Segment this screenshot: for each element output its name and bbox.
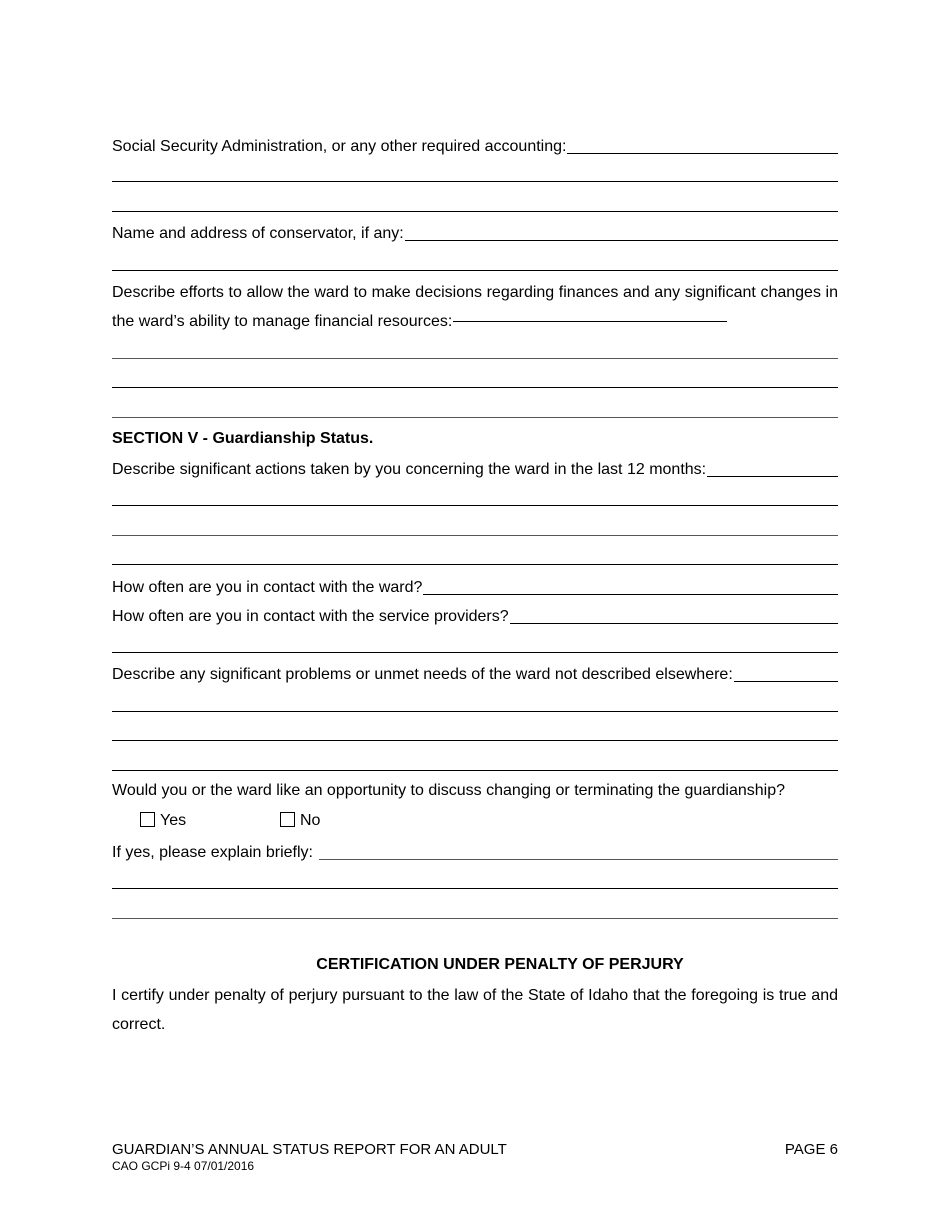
blank-line[interactable]: [112, 770, 838, 771]
blank-line[interactable]: [112, 181, 838, 182]
blank-line[interactable]: [112, 740, 838, 741]
blank-line[interactable]: [112, 711, 838, 712]
blank-line[interactable]: [112, 652, 838, 653]
conservator-input-line[interactable]: [405, 240, 838, 241]
blank-line[interactable]: [112, 918, 838, 919]
blank-line[interactable]: [112, 270, 838, 271]
blank-line[interactable]: [112, 535, 838, 536]
accounting-input-line[interactable]: [567, 153, 838, 154]
contact-ward-label: How often are you in contact with the ward?: [112, 579, 423, 596]
yes-label: Yes: [160, 812, 187, 829]
no-checkbox[interactable]: [280, 812, 295, 827]
footer-title: GUARDIAN’S ANNUAL STATUS REPORT FOR AN ADULT: [112, 1141, 507, 1158]
contact-providers-field-row: [112, 604, 838, 626]
explain-field-row: [112, 840, 838, 862]
contact-providers-input-line[interactable]: [510, 623, 838, 624]
significant-actions-field-row: [112, 457, 838, 479]
section-v-title: SECTION V - Guardianship Status.: [112, 430, 374, 447]
blank-line[interactable]: [112, 211, 838, 212]
blank-line[interactable]: [112, 505, 838, 506]
footer-form-code: CAO GCPi 9-4 07/01/2016: [112, 1159, 255, 1173]
explain-label: If yes, please explain briefly:: [112, 844, 313, 861]
decisions-text: Describe efforts to allow the ward to make decisions regarding finances and any significant changes in the ward’s ability to manage financial resources:: [112, 284, 838, 330]
explain-input-line[interactable]: [319, 859, 838, 860]
certification-title: CERTIFICATION UNDER PENALTY OF PERJURY: [316, 956, 684, 973]
yes-option[interactable]: [140, 812, 186, 830]
certification-text: I certify under penalty of perjury pursuant to the law of the State of Idaho that the foregoing is true and correct.: [112, 987, 838, 1033]
contact-ward-field-row: [112, 575, 838, 597]
no-option[interactable]: [280, 812, 320, 830]
blank-line[interactable]: [112, 387, 838, 388]
contact-providers-label: How often are you in contact with the service providers?: [112, 608, 509, 625]
no-label: No: [300, 812, 321, 829]
page-number: PAGE 6: [784, 1141, 838, 1158]
problems-input-line[interactable]: [734, 681, 838, 682]
significant-actions-label: Describe significant actions taken by you concerning the ward in the last 12 months:: [112, 461, 707, 478]
conservator-field-row: [112, 221, 838, 243]
decisions-input-line[interactable]: [453, 321, 727, 322]
conservator-label: Name and address of conservator, if any:: [112, 225, 404, 242]
blank-line[interactable]: [112, 564, 838, 565]
yes-checkbox[interactable]: [140, 812, 155, 827]
discuss-question: Would you or the ward like an opportunity to discuss changing or terminating the guardianship?: [112, 782, 785, 799]
blank-line[interactable]: [112, 358, 838, 359]
problems-label: Describe any significant problems or unmet needs of the ward not described elsewhere:: [112, 666, 733, 683]
decisions-paragraph: [112, 278, 838, 336]
accounting-field-row: [112, 134, 838, 156]
blank-line[interactable]: [112, 417, 838, 418]
significant-actions-input-line[interactable]: [707, 476, 838, 477]
problems-field-row: [112, 662, 838, 684]
contact-ward-input-line[interactable]: [423, 594, 838, 595]
blank-line[interactable]: [112, 888, 838, 889]
accounting-label: Social Security Administration, or any other required accounting:: [112, 138, 567, 155]
